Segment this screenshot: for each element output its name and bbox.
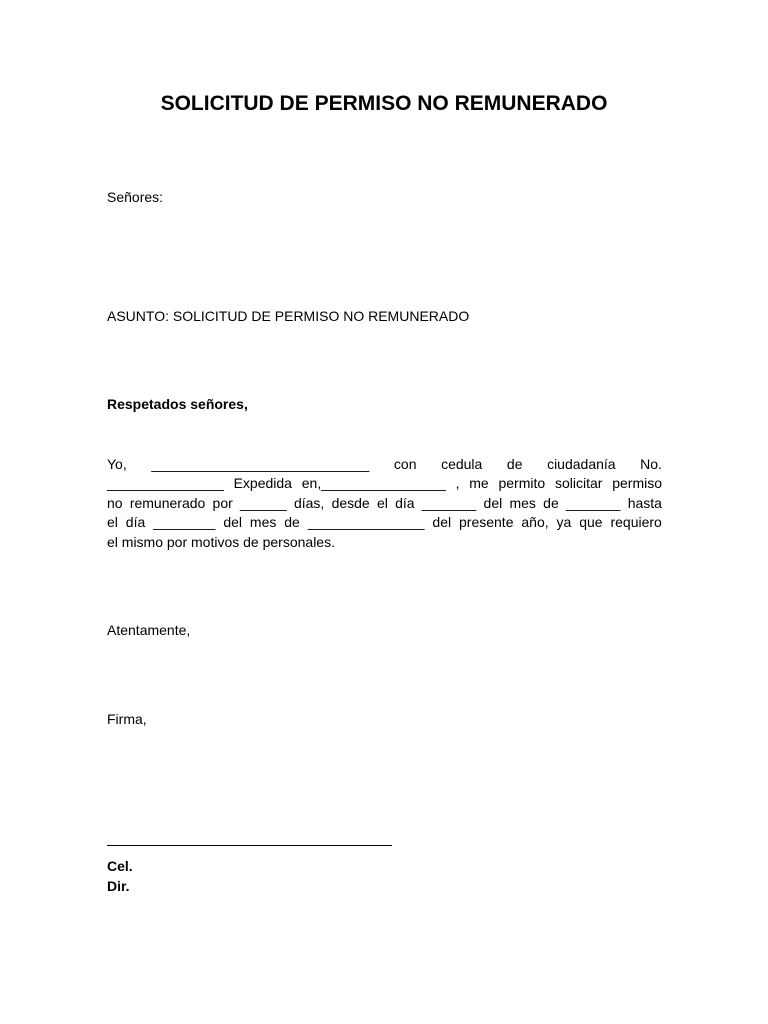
- body-word: solicitar: [554, 475, 603, 492]
- body-word: el: [376, 494, 388, 511]
- body-word: ,: [455, 475, 460, 492]
- body-word: cedula: [441, 456, 483, 472]
- body-word: permiso: [612, 475, 662, 492]
- body-word: ciudadanía: [547, 456, 616, 472]
- body-word: que: [579, 514, 603, 531]
- end-month-blank: _______________: [307, 514, 425, 531]
- body-word: día: [395, 494, 415, 511]
- body-word: remunerado: [129, 494, 206, 511]
- body-word: No.: [640, 456, 662, 472]
- days-blank: ______: [240, 494, 287, 511]
- body-word: permito: [498, 475, 546, 492]
- body-word: ya: [556, 514, 572, 531]
- start-month-blank: _______: [565, 494, 621, 511]
- name-blank: ____________________________: [151, 456, 370, 472]
- body-word: del: [223, 514, 243, 531]
- body-paragraph: [107, 455, 662, 552]
- body-word: de: [543, 494, 559, 511]
- signature-label: Firma,: [107, 711, 147, 727]
- body-word: desde: [331, 494, 370, 511]
- signature-line: [107, 845, 392, 846]
- cel-label: Cel.: [107, 858, 133, 874]
- body-word: año,: [521, 514, 549, 531]
- body-word: Yo,: [107, 456, 127, 472]
- body-line-5: el mismo por motivos de personales.: [107, 533, 335, 550]
- body-line-4: [107, 513, 662, 532]
- body-word: días,: [293, 494, 325, 511]
- body-line-3: [107, 494, 662, 513]
- body-word: de: [506, 456, 523, 472]
- body-line-1: [107, 455, 662, 474]
- salutation-to: Señores:: [107, 189, 164, 205]
- body-word: hasta: [627, 494, 662, 511]
- body-word: día: [125, 514, 146, 531]
- closing: Atentamente,: [107, 622, 191, 638]
- id-number-blank: _______________: [107, 475, 224, 492]
- body-word: mes: [509, 494, 536, 511]
- body-word: me: [469, 475, 489, 492]
- greeting: Respetados señores,: [107, 396, 248, 412]
- dir-label: Dir.: [107, 878, 130, 894]
- body-word: del: [483, 494, 503, 511]
- body-word: de: [284, 514, 300, 531]
- body-word: con: [393, 456, 417, 472]
- body-word: presente: [459, 514, 514, 531]
- body-word: por: [212, 494, 233, 511]
- body-word: el: [107, 514, 118, 531]
- body-word: mes: [249, 514, 277, 531]
- subject-line: ASUNTO: SOLICITUD DE PERMISO NO REMUNERADO: [107, 308, 470, 324]
- body-word: Expedida: [233, 475, 292, 492]
- issued-in-blank: en,________________: [301, 475, 446, 492]
- body-word: no: [107, 494, 123, 511]
- body-word: requiero: [610, 514, 662, 531]
- body-line-2: [107, 474, 662, 493]
- end-day-blank: ________: [153, 514, 216, 531]
- start-day-blank: _______: [421, 494, 477, 511]
- document-title: SOLICITUD DE PERMISO NO REMUNERADO: [160, 92, 608, 115]
- body-word: del: [432, 514, 452, 531]
